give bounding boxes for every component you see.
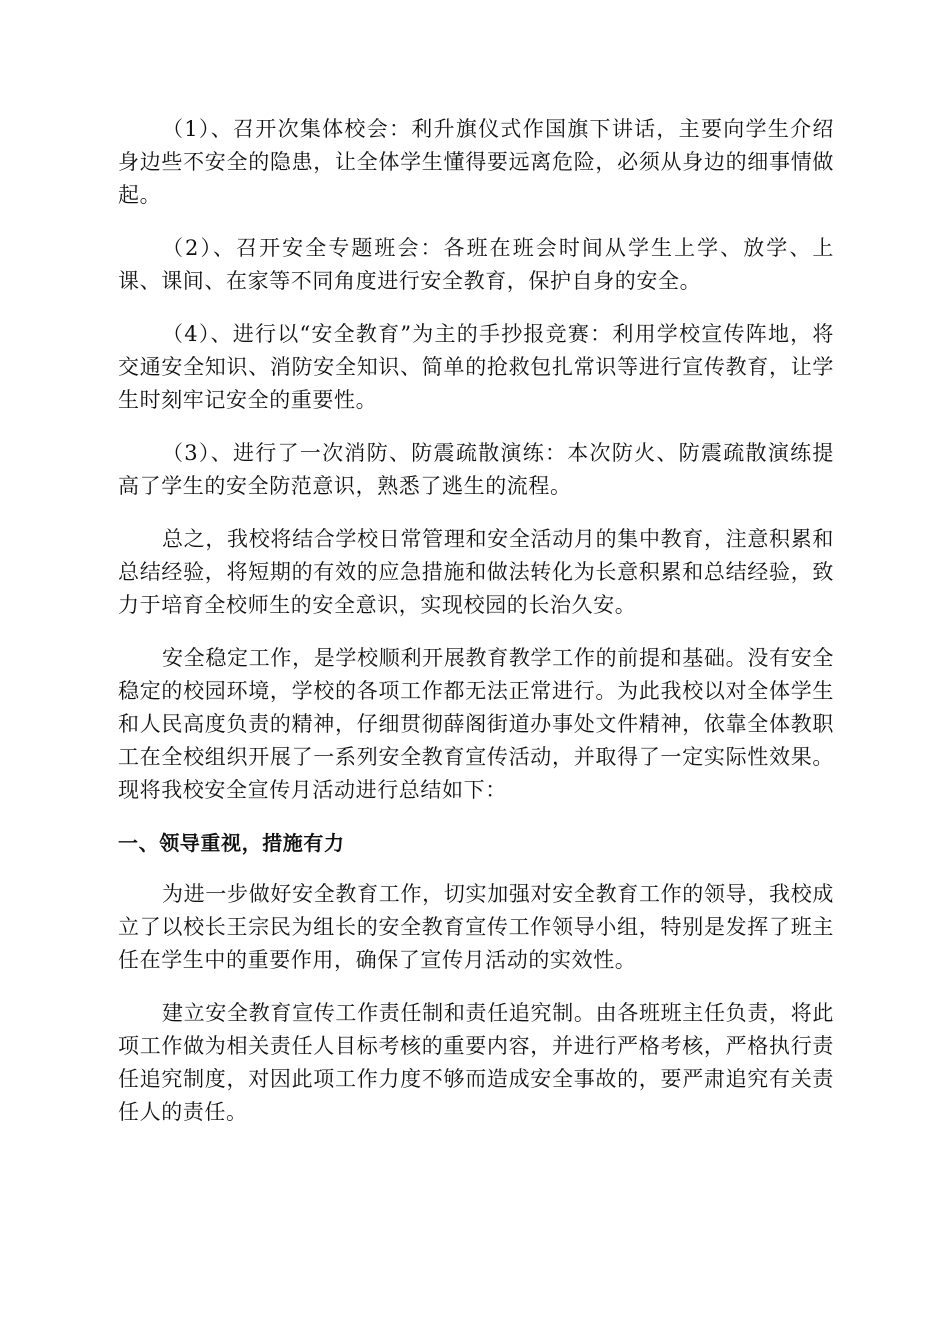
paragraph-summary: 总之，我校将结合学校日常管理和安全活动月的集中教育，注意积累和总结经验，将短期的有效的应急措施和做法转化为长意积累和总结经验，致力于培育全校师生的安全意识，实现校园的长治久安。 [118, 527, 834, 617]
paragraph-item-1: （1）、召开次集体校会：利升旗仪式作国旗下讲话，主要向学生介绍身边些不安全的隐患，让全体学生懂得要远离危险，必须从身边的细事情做起。 [118, 117, 834, 207]
paragraph-item-4: （4）、进行以“安全教育”为主的手抄报竞赛：利用学校宣传阵地，将交通安全知识、消防安全知识、简单的抢救包扎常识等进行宣传教育，让学生时刻牢记安全的重要性。 [118, 322, 834, 412]
paragraph-item-2: （2）、召开安全专题班会：各班在班会时间从学生上学、放学、上课、课间、在家等不同角度进行安全教育，保护自身的安全。 [118, 236, 834, 293]
paragraph-leadership: 为进一步做好安全教育工作，切实加强对安全教育工作的领导，我校成立了以校长王宗民为组长的安全教育宣传工作领导小组，特别是发挥了班主任在学生中的重要作用，确保了宣传月活动的实效性。 [118, 882, 834, 972]
paragraph-responsibility: 建立安全教育宣传工作责任制和责任追究制。由各班班主任负责，将此项工作做为相关责任人目标考核的重要内容，并进行严格考核，严格执行责任追究制度，对因此项工作力度不够而造成安全事故的，要严肃追究有关责任人的责任。 [118, 1001, 834, 1124]
section-heading: 一、领导重视，措施有力 [118, 831, 345, 855]
paragraph-intro: 安全稳定工作，是学校顺利开展教育教学工作的前提和基础。没有安全稳定的校园环境，学校的各项工作都无法正常进行。为此我校以对全体学生和人民高度负责的精神，仔细贯彻薛阁街道办事处文件精神，依靠全体教职工在全校组织开展了一系列安全教育宣传活动，并取得了一定实际性效果。现将我校安全宣传月活动进行总结如下： [118, 646, 834, 802]
paragraph-item-3: （3）、进行了一次消防、防震疏散演练：本次防火、防震疏散演练提高了学生的安全防范意识，熟悉了逃生的流程。 [118, 441, 834, 498]
document-body [118, 113, 834, 1149]
